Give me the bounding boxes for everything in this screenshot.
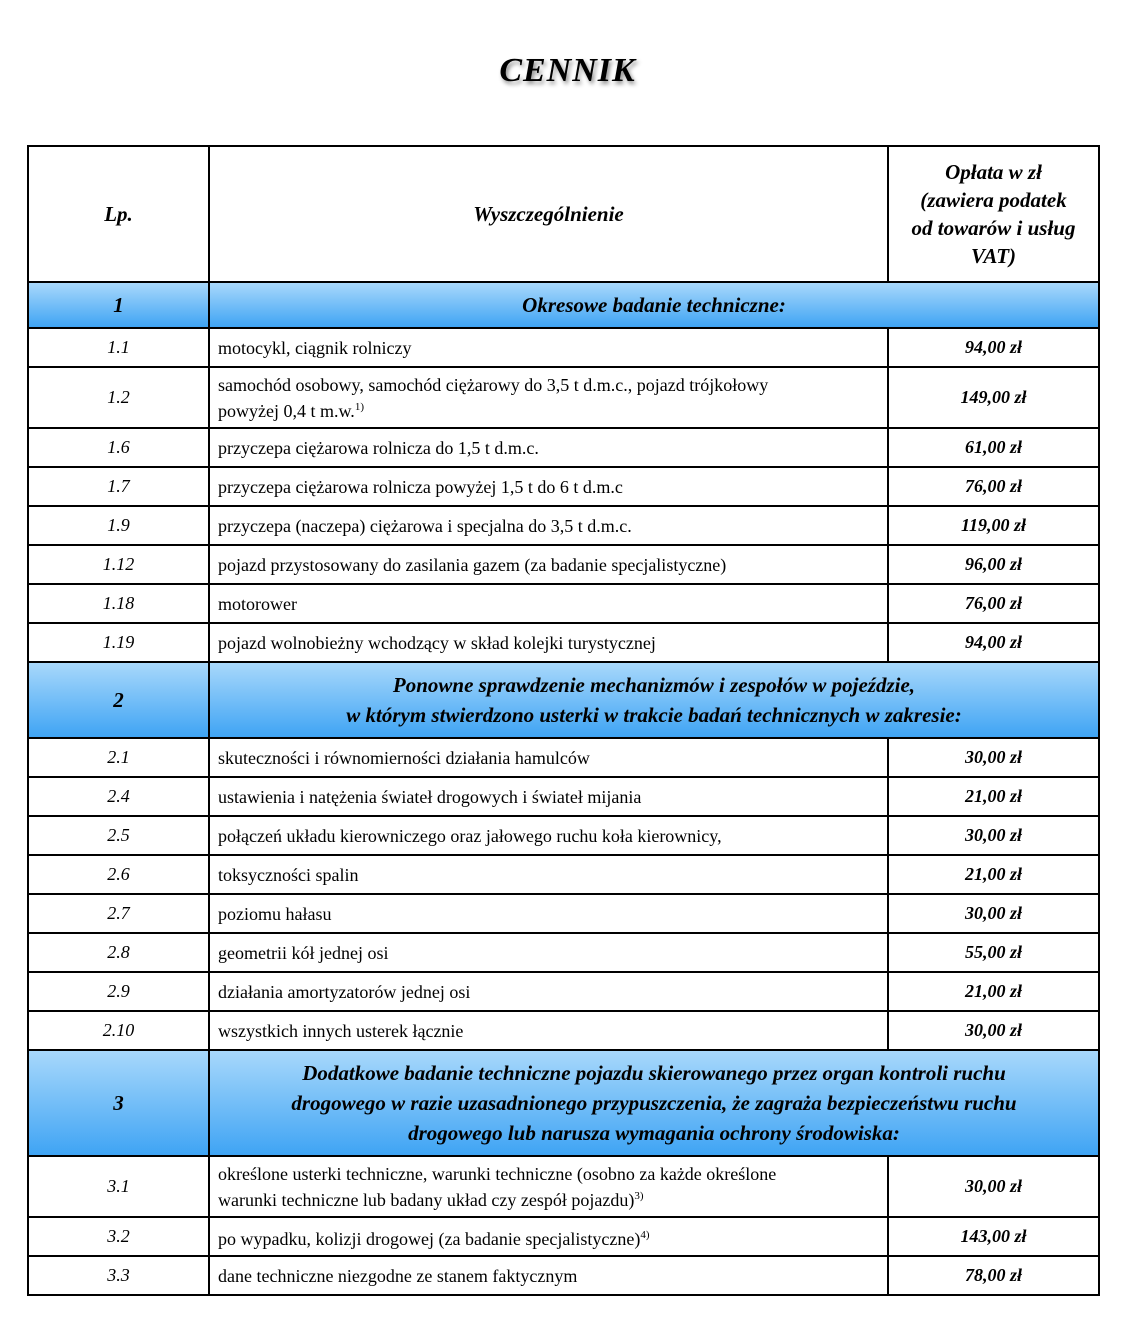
item-number: 3.1	[28, 1156, 209, 1217]
item-number: 3.2	[28, 1217, 209, 1256]
item-number: 2.8	[28, 933, 209, 972]
item-description-text: po wypadku, kolizji drogowej (za badanie specjalistyczne)	[218, 1228, 641, 1249]
item-description-text: skuteczności i równomierności działania hamulców	[218, 747, 590, 768]
item-description-text: pojazd przystosowany do zasilania gazem (za badanie specjalistyczne)	[218, 554, 727, 575]
price-table	[27, 145, 1100, 1296]
table-row	[28, 972, 1099, 1011]
item-number: 2.4	[28, 777, 209, 816]
item-description-line	[218, 374, 887, 396]
price-header-line: (zawiera podatek	[920, 188, 1067, 212]
item-price: 96,00 zł	[888, 545, 1099, 584]
item-description-text: połączeń układu kierowniczego oraz jałowego ruchu koła kierownicy,	[218, 825, 722, 846]
item-number: 1.2	[28, 367, 209, 428]
section-title	[209, 282, 1099, 328]
item-description-text: geometrii kół jednej osi	[218, 942, 389, 963]
table-row	[28, 777, 1099, 816]
item-description-line	[218, 593, 887, 615]
item-description	[209, 506, 888, 545]
footnote-marker: 3)	[634, 1189, 644, 1202]
section-header-row	[28, 662, 1099, 738]
item-description	[209, 933, 888, 972]
item-description-line	[218, 864, 887, 886]
item-number: 1.7	[28, 467, 209, 506]
item-price: 21,00 zł	[888, 777, 1099, 816]
item-price: 76,00 zł	[888, 467, 1099, 506]
item-price: 30,00 zł	[888, 1011, 1099, 1050]
item-price: 143,00 zł	[888, 1217, 1099, 1256]
item-description-text: warunki techniczne lub badany układ czy zespół pojazdu)	[218, 1189, 635, 1210]
item-number: 2.7	[28, 894, 209, 933]
item-description	[209, 1156, 888, 1217]
item-number: 2.10	[28, 1011, 209, 1050]
item-description	[209, 1217, 888, 1256]
section-title-line: Dodatkowe badanie techniczne pojazdu skierowanego przez organ kontroli ruchu	[302, 1061, 1006, 1085]
item-description	[209, 1011, 888, 1050]
page-title: CENNIK	[499, 52, 636, 89]
item-description-text: określone usterki techniczne, warunki techniczne (osobno za każde określone	[218, 1163, 777, 1184]
item-price: 61,00 zł	[888, 428, 1099, 467]
item-price: 30,00 zł	[888, 816, 1099, 855]
table-row	[28, 328, 1099, 367]
item-price: 149,00 zł	[888, 367, 1099, 428]
item-number: 2.1	[28, 738, 209, 777]
table-row	[28, 1156, 1099, 1217]
table-header-row	[28, 146, 1099, 282]
item-description-line	[218, 1163, 887, 1185]
item-description	[209, 623, 888, 662]
item-description	[209, 816, 888, 855]
item-description-text: przyczepa (naczepa) ciężarowa i specjalna do 3,5 t d.m.c.	[218, 515, 632, 536]
item-description-text: przyczepa ciężarowa rolnicza powyżej 1,5 t do 6 t d.m.c	[218, 476, 623, 497]
item-price: 94,00 zł	[888, 328, 1099, 367]
table-row	[28, 1256, 1099, 1295]
item-description-line	[218, 1224, 887, 1250]
section-title-line: drogowego w razie uzasadnionego przypuszczenia, że zagraża bezpieczeństwu ruchu	[291, 1091, 1017, 1115]
section-title-line: drogowego lub narusza wymagania ochrony środowiska:	[408, 1121, 900, 1145]
item-description	[209, 738, 888, 777]
section-header-row	[28, 1050, 1099, 1156]
column-header-lp: Lp.	[28, 146, 209, 282]
item-description-line	[218, 337, 887, 359]
table-row	[28, 933, 1099, 972]
item-description-text: dane techniczne niezgodne ze stanem faktycznym	[218, 1265, 578, 1286]
table-row	[28, 428, 1099, 467]
item-description	[209, 467, 888, 506]
item-number: 1.12	[28, 545, 209, 584]
item-description-text: motorower	[218, 593, 297, 614]
item-description-line	[218, 1185, 887, 1211]
section-title-line: Okresowe badanie techniczne:	[522, 293, 786, 317]
item-description-line	[218, 632, 887, 654]
item-description-text: toksyczności spalin	[218, 864, 359, 885]
item-description-line	[218, 476, 887, 498]
price-header-line: Opłata w zł	[945, 160, 1042, 184]
item-number: 1.1	[28, 328, 209, 367]
table-row	[28, 1011, 1099, 1050]
item-description-line	[218, 437, 887, 459]
item-description-text: działania amortyzatorów jednej osi	[218, 981, 471, 1002]
column-header-price	[888, 146, 1099, 282]
item-description-text: przyczepa ciężarowa rolnicza do 1,5 t d.m.c.	[218, 437, 539, 458]
item-description-text: ustawienia i natężenia świateł drogowych i świateł mijania	[218, 786, 642, 807]
table-row	[28, 1217, 1099, 1256]
item-description-line	[218, 903, 887, 925]
item-description	[209, 777, 888, 816]
item-description-text: pojazd wolnobieżny wchodzący w skład kolejki turystycznej	[218, 632, 656, 653]
section-header-row	[28, 282, 1099, 328]
section-number: 2	[28, 662, 209, 738]
table-row	[28, 623, 1099, 662]
item-description-text: poziomu hałasu	[218, 903, 332, 924]
item-price: 21,00 zł	[888, 972, 1099, 1011]
item-number: 3.3	[28, 1256, 209, 1295]
item-number: 1.6	[28, 428, 209, 467]
item-description-line	[218, 981, 887, 1003]
column-header-description: Wyszczególnienie	[209, 146, 888, 282]
footnote-marker: 1)	[354, 400, 364, 413]
item-description-line	[218, 825, 887, 847]
item-price: 30,00 zł	[888, 738, 1099, 777]
table-row	[28, 367, 1099, 428]
footnote-marker: 4)	[640, 1228, 650, 1241]
item-description-line	[218, 1020, 887, 1042]
item-description-line	[218, 942, 887, 964]
table-row	[28, 584, 1099, 623]
item-description-line	[218, 1265, 887, 1287]
section-title	[209, 1050, 1099, 1156]
item-price: 55,00 zł	[888, 933, 1099, 972]
item-price: 119,00 zł	[888, 506, 1099, 545]
item-description-text: samochód osobowy, samochód ciężarowy do 3,5 t d.m.c., pojazd trójkołowy	[218, 374, 769, 395]
section-title-line: Ponowne sprawdzenie mechanizmów i zespołów w pojeździe,	[392, 673, 916, 697]
item-description-line	[218, 554, 887, 576]
item-price: 30,00 zł	[888, 894, 1099, 933]
item-price: 94,00 zł	[888, 623, 1099, 662]
price-header-line: od towarów i usług	[911, 216, 1076, 240]
table-row	[28, 467, 1099, 506]
item-description-text: motocykl, ciągnik rolniczy	[218, 337, 412, 358]
section-number: 3	[28, 1050, 209, 1156]
item-number: 1.19	[28, 623, 209, 662]
item-description	[209, 894, 888, 933]
item-price: 76,00 zł	[888, 584, 1099, 623]
section-title	[209, 662, 1099, 738]
item-description-text: wszystkich innych usterek łącznie	[218, 1020, 464, 1041]
item-price: 78,00 zł	[888, 1256, 1099, 1295]
item-description	[209, 1256, 888, 1295]
table-row	[28, 855, 1099, 894]
item-price: 21,00 zł	[888, 855, 1099, 894]
price-header-line: VAT)	[970, 244, 1017, 268]
item-price: 30,00 zł	[888, 1156, 1099, 1217]
item-description	[209, 328, 888, 367]
item-description-line	[218, 747, 887, 769]
table-row	[28, 816, 1099, 855]
table-row	[28, 545, 1099, 584]
item-number: 2.5	[28, 816, 209, 855]
section-title-line: w którym stwierdzono usterki w trakcie badań technicznych w zakresie:	[346, 703, 962, 727]
item-number: 1.9	[28, 506, 209, 545]
item-description	[209, 972, 888, 1011]
item-description-line	[218, 786, 887, 808]
item-description	[209, 545, 888, 584]
item-description	[209, 855, 888, 894]
item-number: 1.18	[28, 584, 209, 623]
table-row	[28, 738, 1099, 777]
table-row	[28, 506, 1099, 545]
item-number: 2.6	[28, 855, 209, 894]
table-row	[28, 894, 1099, 933]
item-description-line	[218, 396, 887, 422]
item-number: 2.9	[28, 972, 209, 1011]
item-description	[209, 584, 888, 623]
item-description-line	[218, 515, 887, 537]
item-description-text: powyżej 0,4 t m.w.	[218, 400, 355, 421]
item-description	[209, 367, 888, 428]
section-number: 1	[28, 282, 209, 328]
item-description	[209, 428, 888, 467]
